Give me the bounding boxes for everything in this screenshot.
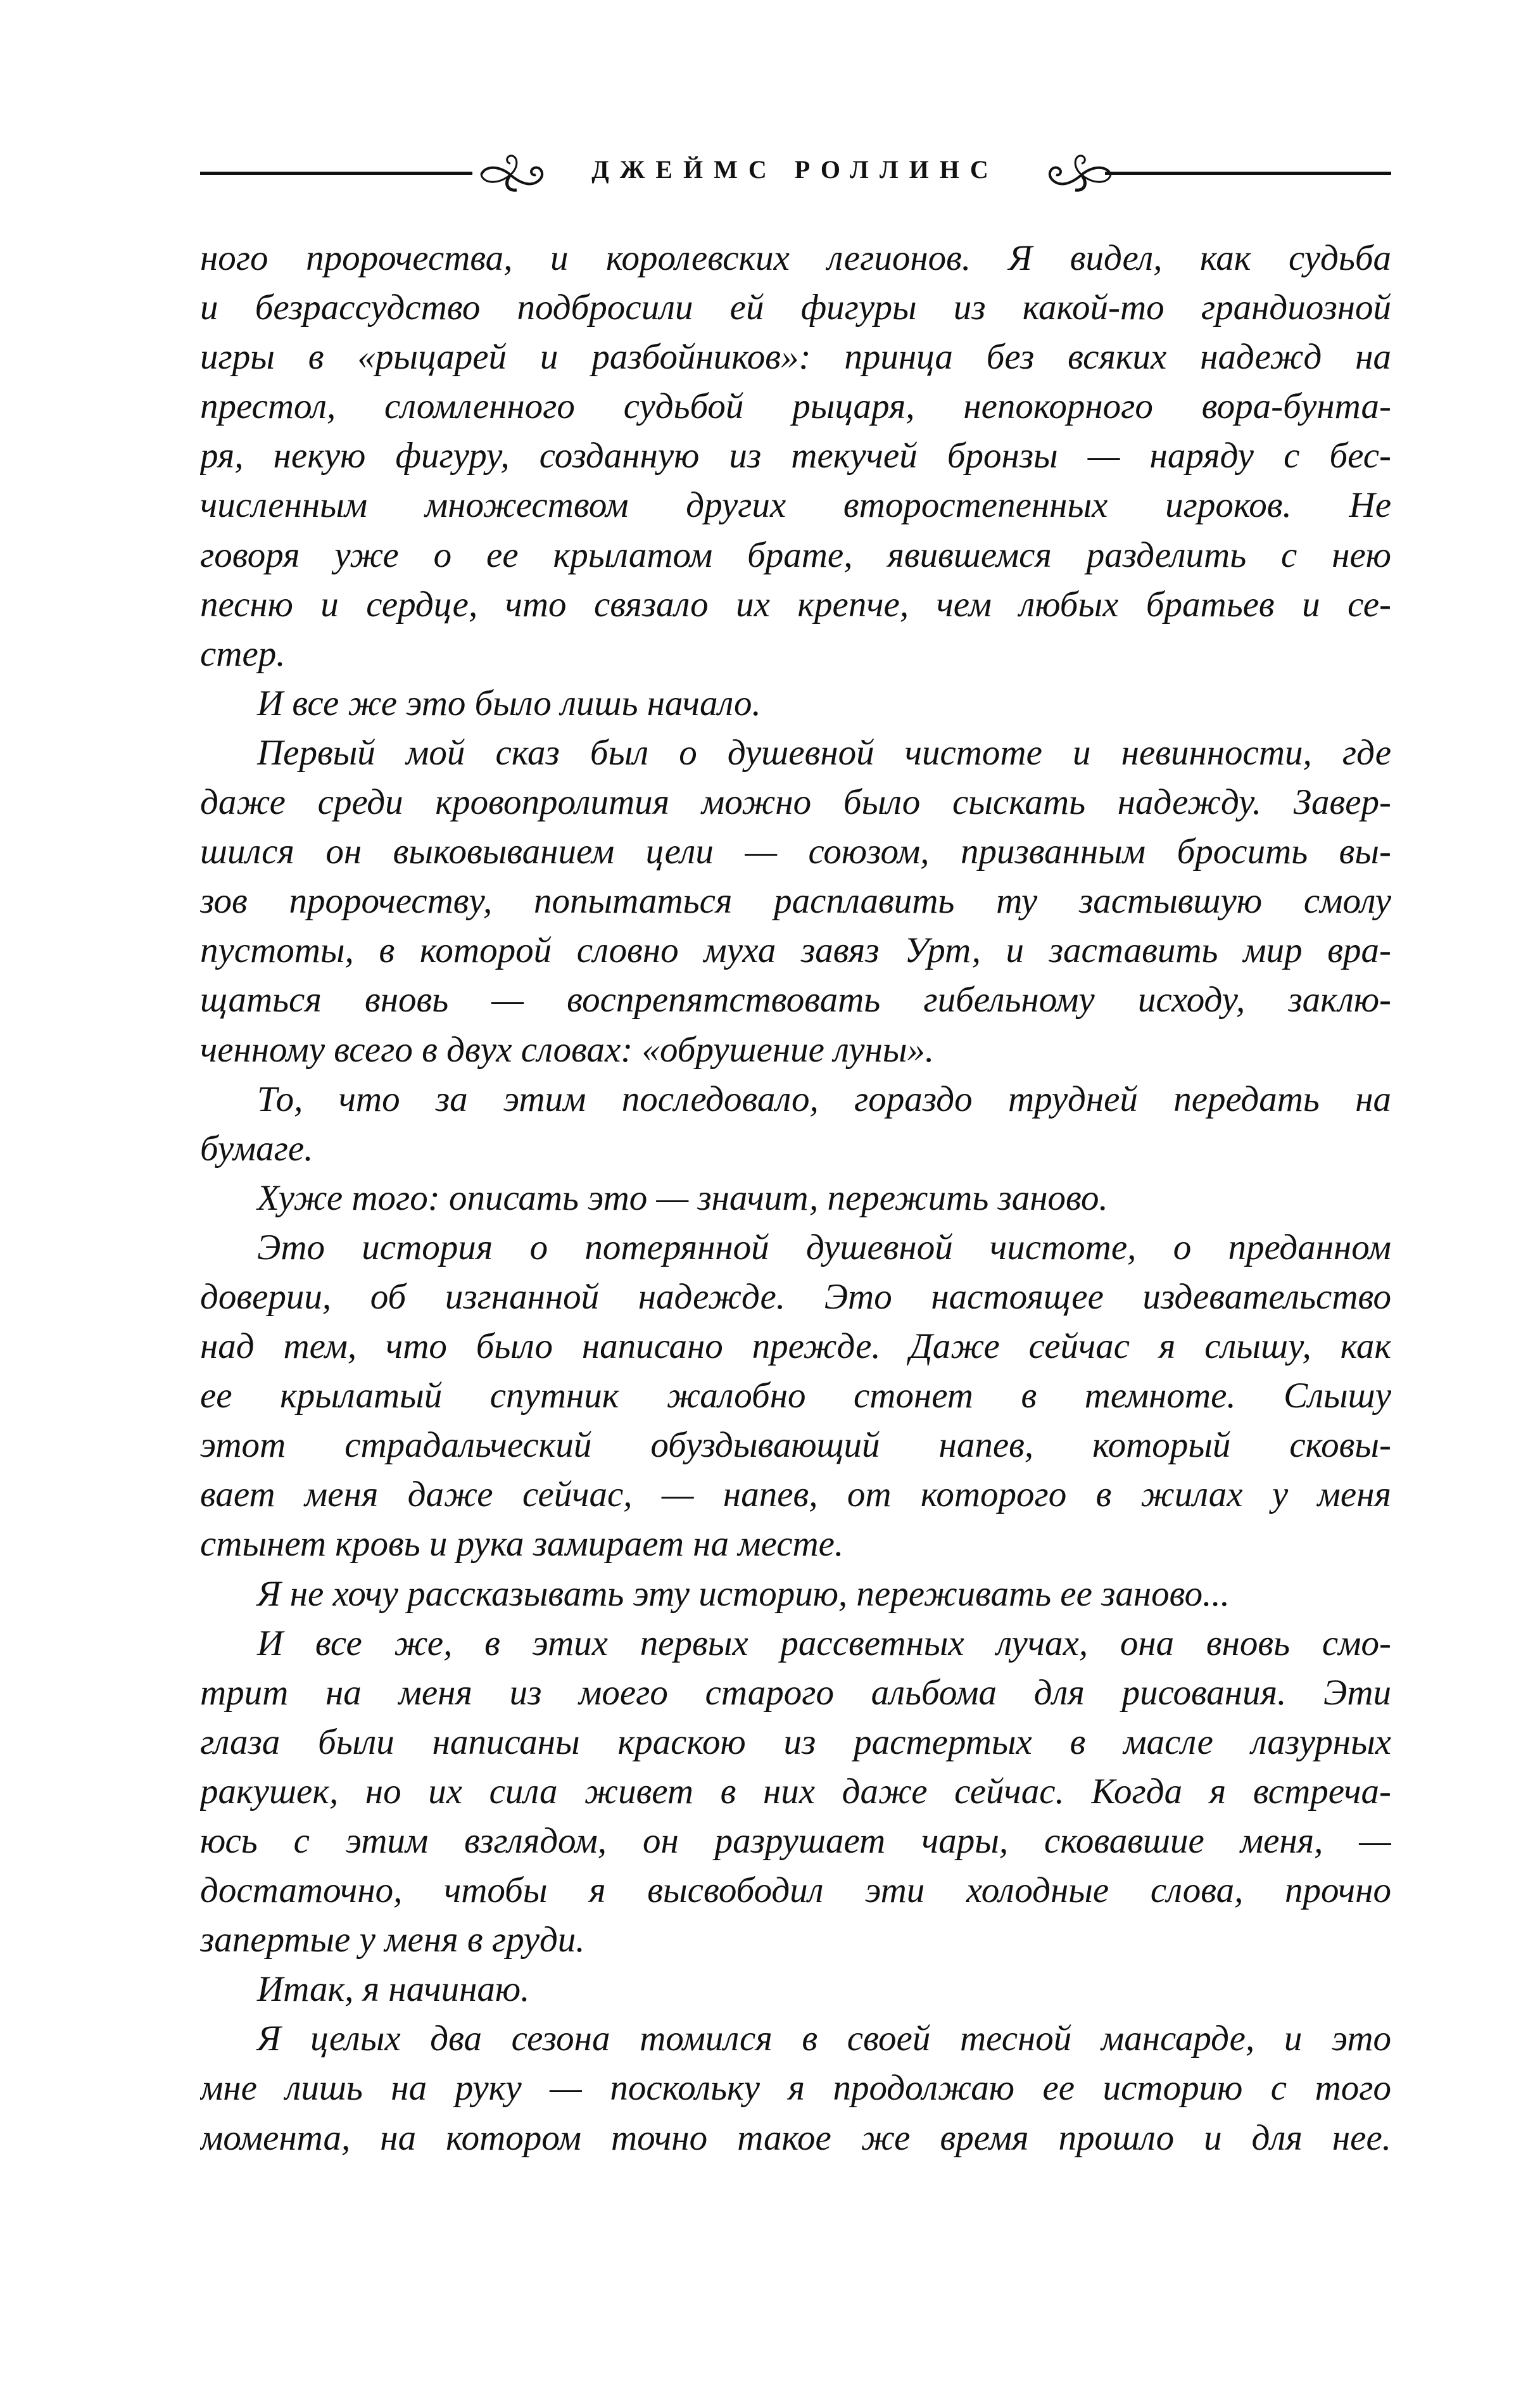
text-line: То, что за этим последовало, гораздо трудней передать на bbox=[257, 1079, 1391, 1119]
text-line: Первый мой сказ был о душевной чистоте и невинности, где bbox=[257, 732, 1391, 773]
text-line: стынет кровь и рука замирает на месте. bbox=[200, 1524, 844, 1564]
text-line: численным множеством других второстепенных игроков. Не bbox=[200, 485, 1391, 526]
text-line: юсь с этим взглядом, он разрушает чары, сковавшие меня, — bbox=[200, 1821, 1391, 1861]
text-line: И все же, в этих первых рассветных лучах, она вновь смо- bbox=[257, 1623, 1391, 1663]
text-line: щаться вновь — воспрепятствовать гибельному исходу, заклю- bbox=[200, 980, 1391, 1020]
text-line: достаточно, чтобы я высвободил эти холодные слова, прочно bbox=[200, 1870, 1391, 1911]
text-line: Я целых два сезона томился в своей тесной мансарде, и это bbox=[257, 2019, 1391, 2059]
running-header bbox=[200, 152, 1391, 194]
text-line: мне лишь на руку — поскольку я продолжаю ее историю с того bbox=[200, 2068, 1391, 2109]
text-line: шился он выковыванием цели — союзом, призванным бросить вы- bbox=[200, 832, 1391, 872]
text-line: ее крылатый спутник жалобно стонет в темноте. Слышу bbox=[200, 1376, 1391, 1416]
text-line: ного пророчества, и королевских легионов. Я видел, как судьба bbox=[200, 238, 1391, 278]
text-line: этот страдальческий обуздывающий напев, который сковы- bbox=[200, 1425, 1391, 1466]
text-line: И все же это было лишь начало. bbox=[257, 683, 761, 723]
text-line: момента, на котором точно такое же время прошло и для нее. bbox=[200, 2117, 1391, 2158]
text-line: трит на меня из моего старого альбома для рисования. Эти bbox=[200, 1672, 1391, 1713]
page-body-text bbox=[200, 234, 1391, 2163]
text-line: стер. bbox=[200, 633, 286, 674]
text-line: игры в «рыцарей и разбойников»: принца без всяких надежд на bbox=[200, 337, 1391, 377]
text-line: вает меня даже сейчас, — напев, от которого в жилах у меня bbox=[200, 1475, 1391, 1515]
text-line: пустоты, в которой словно муха завяз Урт, и заставить мир вра- bbox=[200, 930, 1391, 971]
author-name: ДЖЕЙМС РОЛЛИНС bbox=[591, 155, 999, 184]
text-line: Я не хочу рассказывать эту историю, переживать ее заново... bbox=[257, 1573, 1230, 1614]
text-line: говоря уже о ее крылатом брате, явившемся разделить с нею bbox=[200, 535, 1391, 575]
header-rule-left bbox=[200, 172, 472, 175]
text-line: и безрассудство подбросили ей фигуры из какой-то грандиозной bbox=[200, 288, 1391, 328]
text-line: ря, некую фигуру, созданную из текучей бронзы — наряду с бес- bbox=[200, 436, 1391, 476]
flourish-ornament-icon bbox=[1042, 152, 1113, 194]
text-line: запертые у меня в груди. bbox=[200, 1920, 585, 1960]
text-line: даже среди кровопролития можно было сыскать надежду. Завер- bbox=[200, 782, 1391, 823]
text-line: Хуже того: описать это — значит, пережить заново. bbox=[257, 1177, 1108, 1218]
text-line: ракушек, но их сила живет в них даже сейчас. Когда я встреча- bbox=[200, 1771, 1391, 1811]
text-line: зов пророчеству, попытаться расплавить ту застывшую смолу bbox=[200, 881, 1391, 922]
header-rule-right bbox=[1105, 172, 1391, 175]
text-line: Итак, я начинаю. bbox=[257, 1969, 530, 2010]
text-line: над тем, что было написано прежде. Даже сейчас я слышу, как bbox=[200, 1326, 1391, 1367]
text-line: Это история о потерянной душевной чистоте, о преданном bbox=[257, 1227, 1391, 1267]
flourish-ornament-icon bbox=[479, 152, 550, 194]
text-line: ченному всего в двух словах: «обрушение луны». bbox=[200, 1029, 935, 1070]
text-line: престол, сломленного судьбой рыцаря, непокорного вора-бунта- bbox=[200, 386, 1391, 427]
text-line: песню и сердце, что связало их крепче, чем любых братьев и се- bbox=[200, 584, 1391, 625]
text-line: глаза были написаны краскою из растертых в масле лазурных bbox=[200, 1722, 1391, 1762]
text-line: доверии, об изгнанной надежде. Это настоящее издевательство bbox=[200, 1276, 1391, 1317]
text-line: бумаге. bbox=[200, 1128, 313, 1169]
